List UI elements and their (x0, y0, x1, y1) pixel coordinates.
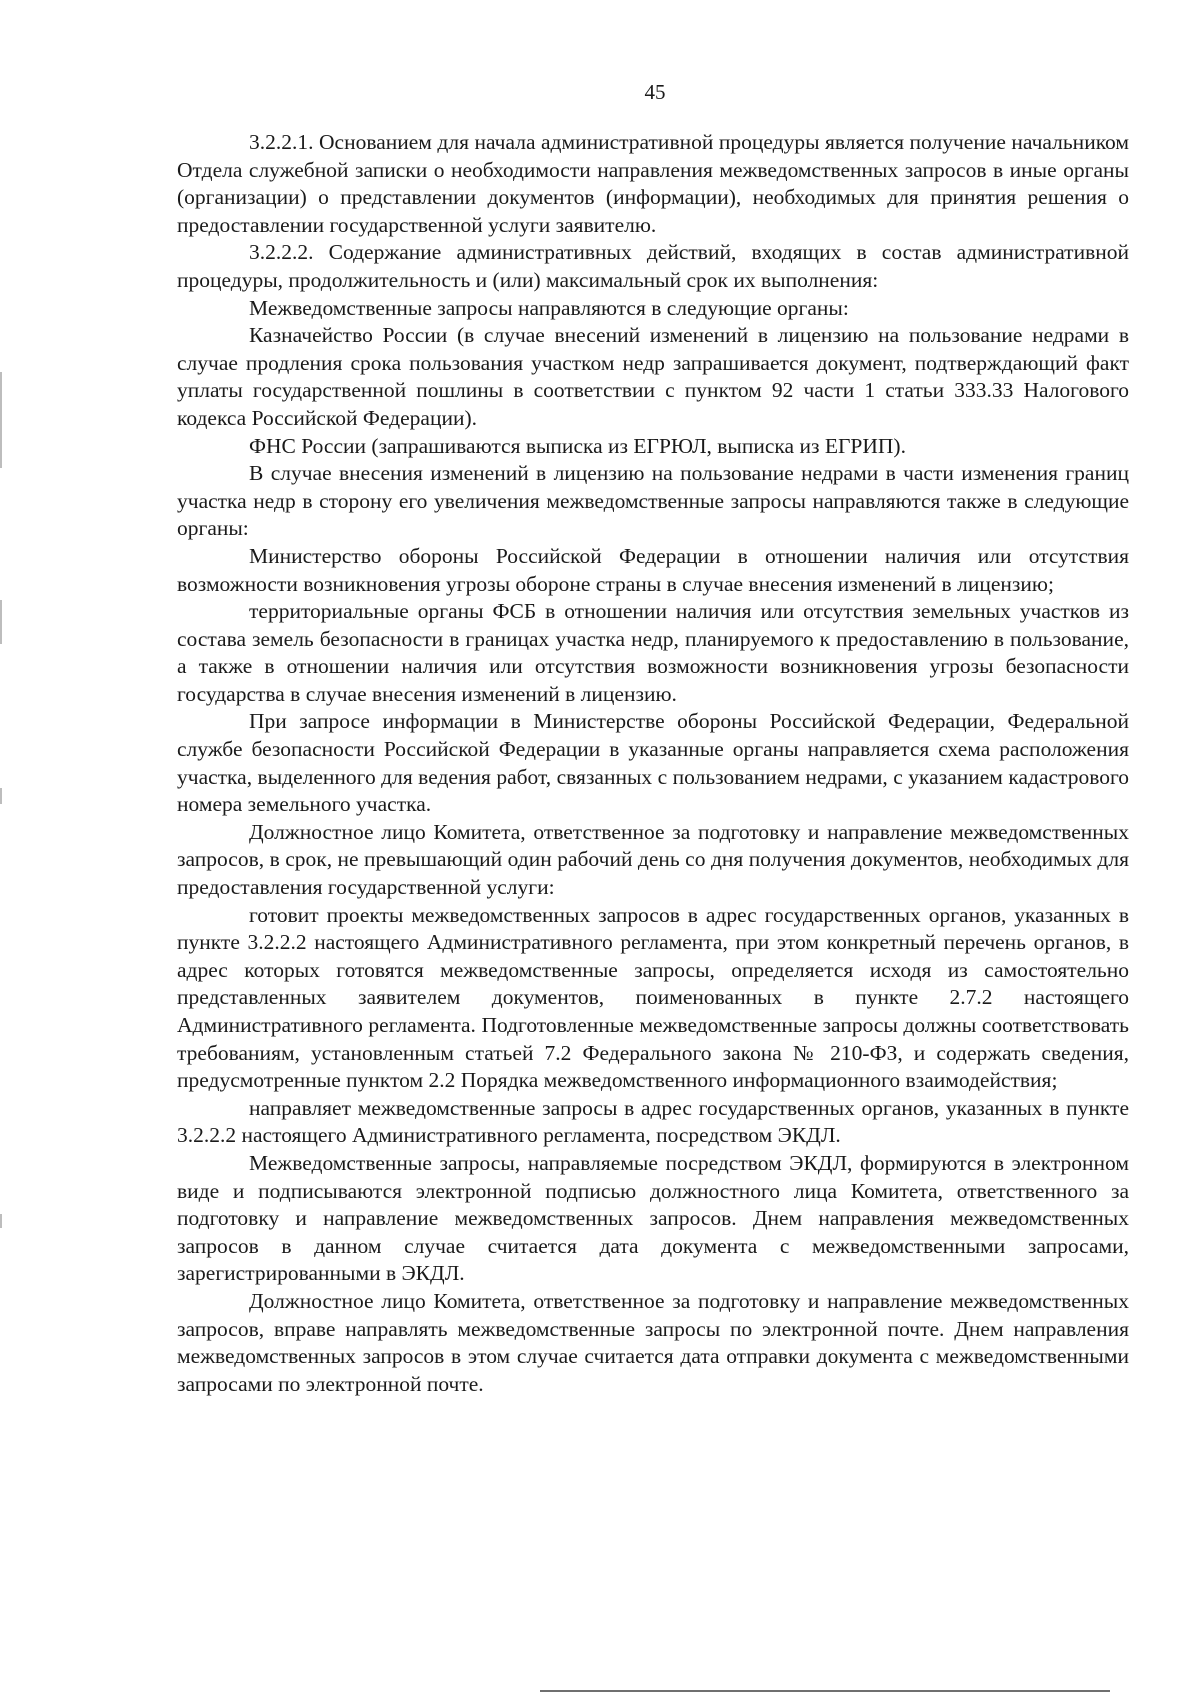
paragraph-treasury: Казначейство России (в случае внесений изменений в лицензию на пользование недрами в случае продления срока пользования участком недр запрашивается документ, подтверждающий факт уплаты государственной пошлины в соответствии с пунктом 92 части 1 статьи 333.33 Налогового кодекса Российской Федерации). (177, 323, 1129, 430)
paragraph-prepares-requests: готовит проекты межведомственных запросов в адрес государственных органов, указанных в пункте 3.2.2.2 настоящего Административного регламента, при этом конкретный перечень органов, в адрес которых готовятся межведомственные запросы, определяется исходя из самостоятельно представленных заявителем документов, поименованных в пункте 2.7.2 настоящего Административного регламента. Подготовленные межведомственные запросы должны соответствовать требованиям, установленным статьей 7.2 Федерального закона № 210-ФЗ, и содержать сведения, предусмотренные пунктом 2.2 Порядка межведомственного информационного взаимодействия; (177, 902, 1129, 1093)
paragraph-3-2-2-1: 3.2.2.1. Основанием для начала административной процедуры является получение начальником Отдела служебной записки о необходимости направления межведомственных запросов в иные органы (организации) о представлении документов (информации), необходимых для принятия решения о предоставлении государственной услуги заявителю. (177, 130, 1129, 237)
paragraph-ekdl-requests: Межведомственные запросы, направляемые посредством ЭКДЛ, формируются в электронном виде и подписываются электронной подписью должностного лица Комитета, ответственного за подготовку и направление межведомственных запросов. Днем направления межведомственных запросов в данном случае считается дата документа с межведомственными запросами, зарегистрированными в ЭКДЛ. (177, 1150, 1129, 1286)
scan-edge-mark (0, 372, 2, 468)
paragraph-email-requests: Должностное лицо Комитета, ответственное за подготовку и направление межведомственных запросов, вправе направлять межведомственные запросы по электронной почте. Днем направления межведомственных запросов в этом случае считается дата отправки документа с межведомственными запросами по электронной почте. (177, 1288, 1129, 1396)
document-body (177, 129, 1129, 1398)
scan-edge-mark (0, 788, 2, 804)
paragraph-fns: ФНС России (запрашиваются выписка из ЕГРЮЛ, выписка из ЕГРИП). (249, 433, 906, 458)
paragraph-defense-ministry: Министерство обороны Российской Федерации в отношении наличия или отсутствия возможности возникновения угрозы обороне страны в случае внесения изменений в лицензию; (177, 543, 1129, 596)
paragraph-sends-requests: направляет межведомственные запросы в адрес государственных органов, указанных в пункте 3.2.2.2 настоящего Административного регламента, посредством ЭКДЛ. (177, 1095, 1129, 1148)
paragraph-3-2-2-2: 3.2.2.2. Содержание административных действий, входящих в состав административной процедуры, продолжительность и (или) максимальный срок их выполнения: (177, 240, 1129, 292)
page-number: 45 (644, 80, 666, 104)
bottom-rule (540, 1690, 1110, 1692)
scan-edge-mark (0, 600, 2, 644)
paragraph-agencies-intro: Межведомственные запросы направляются в следующие органы: (249, 295, 849, 320)
paragraph-boundary-change: В случае внесения изменений в лицензию на пользование недрами в части изменения границ участка недр в сторону его увеличения межведомственные запросы направляются также в следующие органы: (177, 461, 1129, 541)
paragraph-site-scheme: При запросе информации в Министерстве обороны Российской Федерации, Федеральной службе безопасности Российской Федерации в указанные органы направляется схема расположения участка, выделенного для ведения работ, связанных с пользованием недрами, с указанием кадастрового номера земельного участка. (177, 709, 1129, 817)
scan-edge-mark (0, 1214, 2, 1228)
paragraph-official-deadline: Должностное лицо Комитета, ответственное за подготовку и направление межведомственных запросов, в срок, не превышающий один рабочий день со дня получения документов, необходимых для предоставления государственной услуги: (177, 819, 1129, 900)
paragraph-fsb: территориальные органы ФСБ в отношении наличия или отсутствия земельных участков из состава земель безопасности в границах участка недр, планируемого к предоставлению в пользование, а также в отношении наличия или отсутствия возможности возникновения угрозы безопасности государства в случае внесения изменений в лицензию. (177, 599, 1129, 706)
